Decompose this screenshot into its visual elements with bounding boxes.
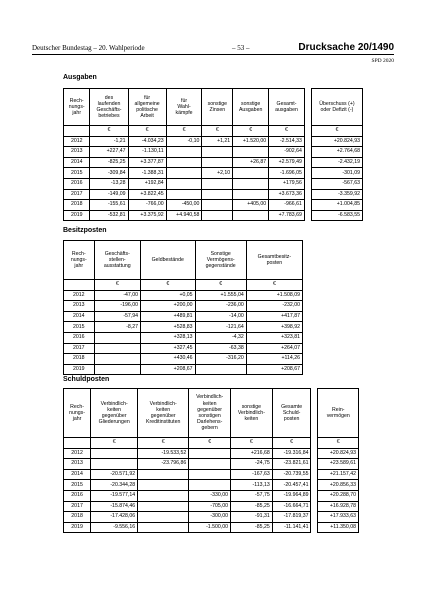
value-cell: +327,45: [141, 343, 196, 354]
value-cell: +3.822,45: [128, 189, 166, 200]
side-value-cell: +23.589,61: [318, 459, 359, 470]
value-cell: -47,00: [94, 290, 141, 301]
unit-cell: €: [90, 126, 128, 137]
year-cell: 2019: [64, 522, 91, 533]
value-cell: [94, 343, 141, 354]
value-cell: +3.673,36: [269, 189, 305, 200]
year-cell: 2017: [64, 343, 95, 354]
column-gap: [311, 389, 318, 438]
table-row: [64, 147, 363, 158]
value-cell: -113,13: [231, 480, 273, 491]
year-cell: 2016: [64, 178, 90, 189]
unit-cell: €: [138, 438, 189, 449]
value-cell: [189, 448, 231, 459]
column-gap: [304, 178, 311, 189]
table-row: [64, 448, 359, 459]
column-header: Rech- nungs- jahr: [64, 389, 91, 438]
table-row: [64, 322, 303, 333]
value-cell: -705,00: [189, 501, 231, 512]
value-cell: +192,84: [128, 178, 166, 189]
year-cell: 2012: [64, 136, 90, 147]
value-cell: +405,00: [233, 200, 269, 211]
unit-row: [64, 126, 363, 137]
table-row: [64, 200, 363, 211]
unit-row: [64, 280, 303, 291]
year-cell: 2012: [64, 448, 91, 459]
year-cell: 2016: [64, 490, 91, 501]
value-cell: +4.940,58: [166, 210, 202, 221]
side-value-cell: +16.928,78: [318, 501, 359, 512]
table-row: [64, 501, 359, 512]
value-cell: [233, 178, 269, 189]
header-left: Deutscher Bundestag – 20. Wahlperiode: [32, 44, 145, 52]
header-row: [64, 241, 303, 280]
table-row: [64, 136, 363, 147]
value-cell: -330,00: [189, 490, 231, 501]
side-value-cell: +11.350,08: [318, 522, 359, 533]
value-cell: +398,92: [246, 322, 302, 333]
unit-cell: €: [318, 438, 359, 449]
value-cell: -450,00: [166, 200, 202, 211]
unit-cell-empty: [64, 438, 91, 449]
header-row: [64, 89, 363, 126]
table-row: [64, 459, 359, 470]
value-cell: -19.533,52: [138, 448, 189, 459]
value-cell: [189, 459, 231, 470]
side-value-cell: +20.824,93: [311, 136, 362, 147]
value-cell: [138, 512, 189, 523]
value-cell: [233, 147, 269, 158]
column-header: Gesamt- ausgaben: [269, 89, 305, 126]
value-cell: -63,38: [195, 343, 246, 354]
side-value-cell: +17.933,63: [318, 512, 359, 523]
value-cell: [138, 490, 189, 501]
column-gap: [311, 438, 318, 449]
value-cell: -8,27: [94, 322, 141, 333]
column-gap: [311, 512, 318, 523]
side-value-cell: +21.157,42: [318, 469, 359, 480]
value-cell: +7.783,69: [269, 210, 305, 221]
value-cell: [202, 210, 233, 221]
column-gap: [304, 147, 311, 158]
value-cell: [166, 189, 202, 200]
side-value-cell: -301,09: [311, 168, 362, 179]
unit-cell: €: [272, 438, 311, 449]
column-gap: [311, 448, 318, 459]
value-cell: [233, 168, 269, 179]
year-cell: 2014: [64, 311, 95, 322]
unit-cell: €: [195, 280, 246, 291]
column-gap: [311, 490, 318, 501]
value-cell: -4,32: [195, 332, 246, 343]
value-cell: -20.571,92: [91, 469, 138, 480]
value-cell: +1.520,00: [233, 136, 269, 147]
value-cell: -966,61: [269, 200, 305, 211]
schuld-table: [63, 388, 359, 533]
ausgaben-table: [63, 88, 363, 221]
value-cell: -766,00: [128, 200, 166, 211]
column-gap: [311, 459, 318, 470]
value-cell: [94, 354, 141, 365]
column-gap: [304, 168, 311, 179]
year-cell: 2019: [64, 364, 95, 375]
value-cell: +3.375,92: [128, 210, 166, 221]
value-cell: [233, 210, 269, 221]
value-cell: +179,56: [269, 178, 305, 189]
table-row: [64, 480, 359, 491]
column-header: Verbindlich- keiten gegenüber sonstigen Darlehens- gebern: [189, 389, 231, 438]
value-cell: -20.457,41: [272, 480, 311, 491]
besitz-table: [63, 240, 303, 375]
column-header: Verbindlich- keiten gegenüber Kreditinstituten: [138, 389, 189, 438]
value-cell: -23.821,61: [272, 459, 311, 470]
value-cell: -1,21: [90, 136, 128, 147]
value-cell: +264,07: [246, 343, 302, 354]
value-cell: [202, 189, 233, 200]
table-row: [64, 332, 303, 343]
value-cell: -57,75: [231, 490, 273, 501]
value-cell: -149,09: [90, 189, 128, 200]
value-cell: +26,87: [233, 157, 269, 168]
party-label: SPD 2020: [371, 58, 394, 64]
page-header: [32, 42, 394, 54]
unit-cell: €: [189, 438, 231, 449]
column-gap: [304, 189, 311, 200]
value-cell: -902,64: [269, 147, 305, 158]
column-gap: [304, 157, 311, 168]
column-gap: [311, 522, 318, 533]
year-cell: 2014: [64, 157, 90, 168]
value-cell: [94, 332, 141, 343]
year-cell: 2018: [64, 200, 90, 211]
side-value-cell: +1.004,85: [311, 200, 362, 211]
unit-cell: €: [269, 126, 305, 137]
value-cell: [166, 147, 202, 158]
value-cell: -19.316,84: [272, 448, 311, 459]
side-value-cell: +20.856,33: [318, 480, 359, 491]
value-cell: -300,00: [189, 512, 231, 523]
side-value-cell: +20.824,93: [318, 448, 359, 459]
value-cell: +328,13: [141, 332, 196, 343]
table-row: [64, 210, 363, 221]
value-cell: -167,63: [231, 469, 273, 480]
value-cell: [138, 501, 189, 512]
unit-cell: €: [166, 126, 202, 137]
section-title-besitz: Besitzposten: [63, 227, 107, 234]
value-cell: -236,00: [195, 301, 246, 312]
table-row: [64, 343, 303, 354]
value-cell: [189, 480, 231, 491]
value-cell: -1.500,00: [189, 522, 231, 533]
table-row: [64, 189, 363, 200]
column-header: sonstige Ausgaben: [233, 89, 269, 126]
value-cell: +417,87: [246, 311, 302, 322]
value-cell: [91, 459, 138, 470]
value-cell: +216,68: [231, 448, 273, 459]
value-cell: -316,20: [195, 354, 246, 365]
value-cell: -91,31: [231, 512, 273, 523]
value-cell: [202, 178, 233, 189]
value-cell: -1.696,05: [269, 168, 305, 179]
year-cell: 2018: [64, 354, 95, 365]
year-cell: 2015: [64, 480, 91, 491]
unit-cell-empty: [64, 126, 90, 137]
header-document-number: Drucksache 20/1490: [298, 42, 394, 53]
table-row: [64, 168, 363, 179]
side-value-cell: +20.288,70: [318, 490, 359, 501]
column-header: Gesamtbesitz- posten: [246, 241, 302, 280]
header-rule: [32, 54, 394, 55]
column-gap: [311, 501, 318, 512]
unit-cell: €: [94, 280, 141, 291]
value-cell: +489,81: [141, 311, 196, 322]
value-cell: -4.034,23: [128, 136, 166, 147]
value-cell: [202, 147, 233, 158]
value-cell: +323,81: [246, 332, 302, 343]
value-cell: -825,25: [90, 157, 128, 168]
value-cell: [166, 168, 202, 179]
value-cell: +430,46: [141, 354, 196, 365]
table-row: [64, 290, 303, 301]
table-row: [64, 364, 303, 375]
unit-cell: €: [128, 126, 166, 137]
value-cell: -16.664,71: [272, 501, 311, 512]
column-header: des laufenden Geschäfts- betriebes: [90, 89, 128, 126]
value-cell: -2.514,33: [269, 136, 305, 147]
value-cell: -1.388,31: [128, 168, 166, 179]
value-cell: -121,64: [195, 322, 246, 333]
column-header: für allgemeine politische Arbeit: [128, 89, 166, 126]
value-cell: -309,84: [90, 168, 128, 179]
column-header: sonstige Zinsen: [202, 89, 233, 126]
value-cell: -23.796,86: [138, 459, 189, 470]
column-header: Geschäfts- stellen- ausstattung: [94, 241, 141, 280]
year-cell: 2017: [64, 501, 91, 512]
unit-cell: €: [202, 126, 233, 137]
column-gap: [304, 126, 311, 137]
section-title-ausgaben: Ausgaben: [63, 74, 97, 81]
column-header: Sonstige Vermögens- gegenstände: [195, 241, 246, 280]
side-column-header: Rein- vermögen: [318, 389, 359, 438]
side-value-cell: -3.359,92: [311, 189, 362, 200]
value-cell: +2.579,49: [269, 157, 305, 168]
table-row: [64, 301, 303, 312]
year-cell: 2013: [64, 459, 91, 470]
value-cell: [189, 469, 231, 480]
header-row: [64, 389, 359, 438]
year-cell: 2012: [64, 290, 95, 301]
value-cell: -14,00: [195, 311, 246, 322]
table-row: [64, 311, 303, 322]
value-cell: [202, 200, 233, 211]
value-cell: +227,47: [90, 147, 128, 158]
year-cell: 2014: [64, 469, 91, 480]
value-cell: -19.577,14: [91, 490, 138, 501]
column-header: Rech- nungs- jahr: [64, 89, 90, 126]
value-cell: -17.428,06: [91, 512, 138, 523]
value-cell: -57,94: [94, 311, 141, 322]
table-row: [64, 490, 359, 501]
year-cell: 2013: [64, 301, 95, 312]
value-cell: +0,05: [141, 290, 196, 301]
value-cell: -11.141,41: [272, 522, 311, 533]
unit-cell: €: [233, 126, 269, 137]
section-title-schuld: Schuldposten: [63, 376, 110, 383]
year-cell: 2015: [64, 168, 90, 179]
header-page-number: – 53 –: [232, 44, 250, 52]
column-gap: [311, 480, 318, 491]
side-value-cell: -567,63: [311, 178, 362, 189]
value-cell: -19.964,89: [272, 490, 311, 501]
value-cell: -196,00: [94, 301, 141, 312]
value-cell: [138, 522, 189, 533]
side-value-cell: -6.583,55: [311, 210, 362, 221]
unit-cell: €: [91, 438, 138, 449]
value-cell: -15.874,46: [91, 501, 138, 512]
value-cell: -85,25: [231, 501, 273, 512]
value-cell: +208,67: [141, 364, 196, 375]
column-header: Geldbestände: [141, 241, 196, 280]
year-cell: 2017: [64, 189, 90, 200]
value-cell: [94, 364, 141, 375]
value-cell: -9.556,16: [91, 522, 138, 533]
side-value-cell: -2.432,19: [311, 157, 362, 168]
table-row: [64, 512, 359, 523]
year-cell: 2016: [64, 332, 95, 343]
value-cell: +528,83: [141, 322, 196, 333]
year-cell: 2013: [64, 147, 90, 158]
side-column-header: Überschuss (+) oder Defizit (-): [311, 89, 362, 126]
column-header: Rech- nungs- jahr: [64, 241, 95, 280]
year-cell: 2019: [64, 210, 90, 221]
table-row: [64, 469, 359, 480]
value-cell: +114,26: [246, 354, 302, 365]
side-value-cell: +2.764,68: [311, 147, 362, 158]
column-header: Verbindlich- keiten gegenüber Gliederungen: [91, 389, 138, 438]
value-cell: [233, 189, 269, 200]
value-cell: -1.130,11: [128, 147, 166, 158]
value-cell: +3.377,87: [128, 157, 166, 168]
unit-cell: €: [246, 280, 302, 291]
value-cell: -532,81: [90, 210, 128, 221]
column-gap: [304, 89, 311, 126]
value-cell: -17.819,37: [272, 512, 311, 523]
column-gap: [304, 136, 311, 147]
column-header: sonstige Verbindlich- keiten: [231, 389, 273, 438]
column-gap: [311, 469, 318, 480]
value-cell: +208,67: [246, 364, 302, 375]
value-cell: -13,28: [90, 178, 128, 189]
value-cell: +1,21: [202, 136, 233, 147]
value-cell: [138, 469, 189, 480]
unit-cell-empty: [64, 280, 95, 291]
table-row: [64, 157, 363, 168]
year-cell: 2018: [64, 512, 91, 523]
value-cell: [138, 480, 189, 491]
value-cell: [166, 178, 202, 189]
value-cell: -0,10: [166, 136, 202, 147]
unit-cell: €: [311, 126, 362, 137]
column-gap: [304, 200, 311, 211]
table-row: [64, 354, 303, 365]
value-cell: -20.739,55: [272, 469, 311, 480]
unit-cell: €: [231, 438, 273, 449]
column-gap: [304, 210, 311, 221]
table-row: [64, 178, 363, 189]
column-header: Gesamte Schuld- posten: [272, 389, 311, 438]
value-cell: -24,75: [231, 459, 273, 470]
value-cell: [166, 157, 202, 168]
value-cell: -232,00: [246, 301, 302, 312]
value-cell: -20.344,28: [91, 480, 138, 491]
value-cell: [202, 157, 233, 168]
value-cell: +1.555,04: [195, 290, 246, 301]
value-cell: [91, 448, 138, 459]
table-row: [64, 522, 359, 533]
unit-row: [64, 438, 359, 449]
value-cell: +1.508,09: [246, 290, 302, 301]
value-cell: +200,00: [141, 301, 196, 312]
column-header: für Wahl- kämpfe: [166, 89, 202, 126]
value-cell: -85,25: [231, 522, 273, 533]
value-cell: +2,10: [202, 168, 233, 179]
year-cell: 2015: [64, 322, 95, 333]
value-cell: -155,61: [90, 200, 128, 211]
unit-cell: €: [141, 280, 196, 291]
value-cell: [195, 364, 246, 375]
